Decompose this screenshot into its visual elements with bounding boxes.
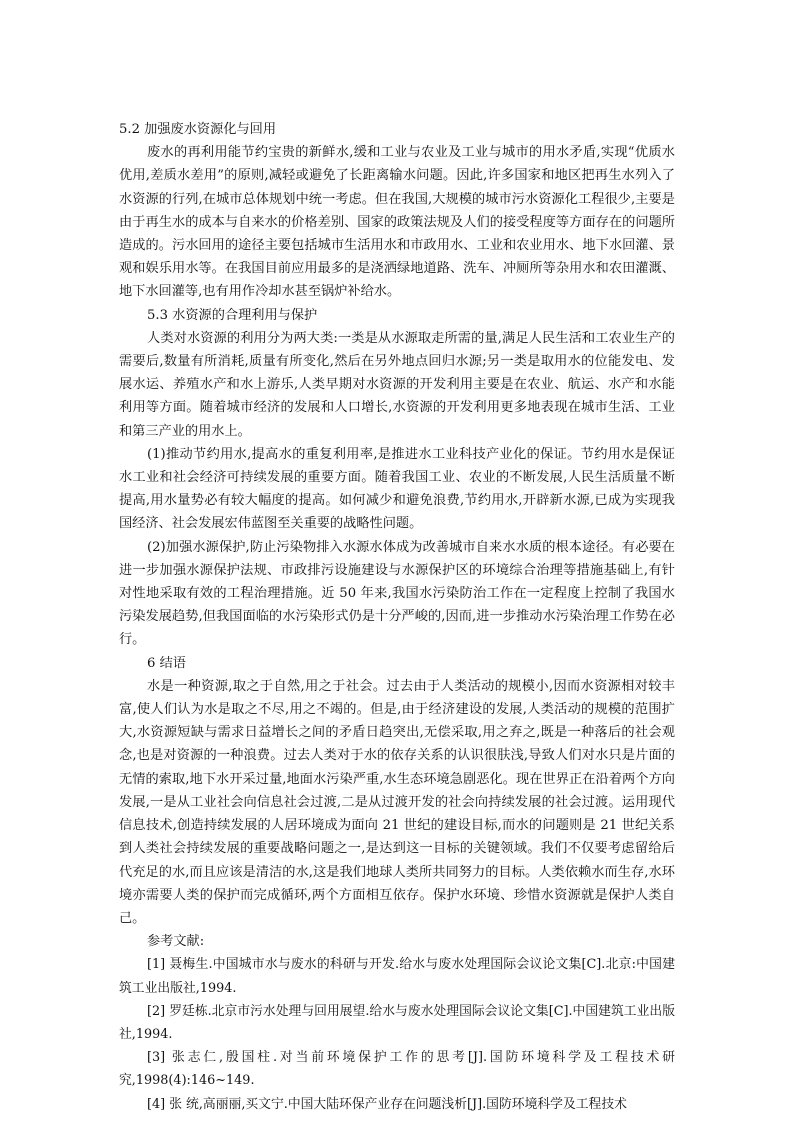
section-5-3-paragraph-1: 人类对水资源的利用分为两大类:一类是从水源取走所需的量,满足人民生活和工农业生产的需要后,数量有所消耗,质量有所变化,然后在另外地点回归水源;另一类是取用水的位能发电、发展水运、养殖水产和水上游乐,人类早期对水资源的开发利用主要是在农业、航运、水产和水能利用等方面。随着城市经济的发展和人口增长,水资源的开发利用更多地表现在城市生活、工业和第三产业的用水上。 [119,330,675,439]
section-6-heading: 6 结语 [147,655,186,671]
reference-item-3: [3] 张志仁,殷国柱.对当前环境保护工作的思考[J].国防环境科学及工程技术研究,1998(4):146~149. [119,1050,675,1089]
section-5-3-paragraph-3: (2)加强水源保护,防止污染物排入水源水体成为改善城市自来水水质的根本途径。有必要在进一步加强水源保护法规、市政排污设施建设与水源保护区的环境综合治理等措施基础上,有针对性地采取有效的工程治理措施。近 50 年来,我国水污染防治工作在一定程度上控制了我国水污染发展趋势,但我国面临的水污染形式仍是十分严峻的,因而,进一步推动水污染治理工作势在必行。 [119,539,675,648]
section-5-2-heading: 5.2 加强废水资源化与回用 [119,122,277,137]
section-5-3-heading: 5.3 水资源的合理利用与保护 [147,307,318,323]
reference-item-1: [1] 聂梅生.中国城市水与废水的科研与开发.给水与废水处理国际会议论文集[C].北京:中国建筑工业出版社,1994. [119,957,675,996]
references-title: 参考文献: [147,934,205,950]
section-6-paragraph: 水是一种资源,取之于自然,用之于社会。过去由于人类活动的规模小,因而水资源相对较丰富,使人们认为水是取之不尽,用之不竭的。但是,由于经济建设的发展,人类活动的规模的范围扩大,水资源短缺与需求日益增长之间的矛盾日趋突出,无偿采取,用之弃之,既是一种落后的社会观念,也是对资源的一种浪费。过去人类对于水的依存关系的认识很肤浅,导致人们对水只是片面的无情的索取,地下水开采过量,地面水污染严重,水生态环境急剧恶化。现在世界正在沿着两个方向发展,一是从工业社会向信息社会过渡,二是从过渡开发的社会向持续发展的社会过渡。运用现代信息技术,创造持续发展的人居环境成为面向 21 世纪的建设目标,而水的问题则是 21 世纪关系到人类社会持续发展的重要战略问题之一,是达到这一目标的关键领域。我们不仅要考虑留给后代充足的水,而且应该是清洁的水,这是我们地球人类所共同努力的目标。人类依赖水而生存,水环境亦需要人类的保护而完成循环,两个方面相互依存。保护水环境、珍惜水资源就是保护人类自己。 [119,678,675,926]
section-5-2-paragraph: 废水的再利用能节约宝贵的新鲜水,缓和工业与农业及工业与城市的用水矛盾,实现“优质水优用,差质水差用”的原则,减轻或避免了长距离输水问题。因此,许多国家和地区把再生水列入了水资源的行列,在城市总体规划中统一考虑。但在我国,大规模的城市污水资源化工程很少,主要是由于再生水的成本与自来水的价格差别、国家的政策法规及人们的接受程度等方面存在的问题所造成的。污水回用的途径主要包括城市生活用水和市政用水、工业和农业用水、地下水回灌、景观和娱乐用水等。在我国目前应用最多的是浇洒绿地道路、洗车、冲厕所等杂用水和农田灌溉、地下水回灌等,也有用作冷却水甚至锅炉补给水。 [119,145,675,300]
reference-item-2: [2] 罗廷栋.北京市污水处理与回用展望.给水与废水处理国际会议论文集[C].中国建筑工业出版社,1994. [119,1003,675,1042]
document-page [119,118,675,1116]
section-5-3-paragraph-2: (1)推动节约用水,提高水的重复利用率,是推进水工业科技产业化的保证。节约用水是保证水工业和社会经济可持续发展的重要方面。随着我国工业、农业的不断发展,人民生活质量不断提高,用水量势必有较大幅度的提高。如何减少和避免浪费,节约用水,开辟新水源,已成为实现我国经济、社会发展宏伟蓝图至关重要的战略性问题。 [119,446,675,532]
reference-item-4: [4] 张 统,高丽丽,买文宁.中国大陆环保产业存在问题浅析[J].国防环境科学及工程技术 [147,1096,627,1112]
